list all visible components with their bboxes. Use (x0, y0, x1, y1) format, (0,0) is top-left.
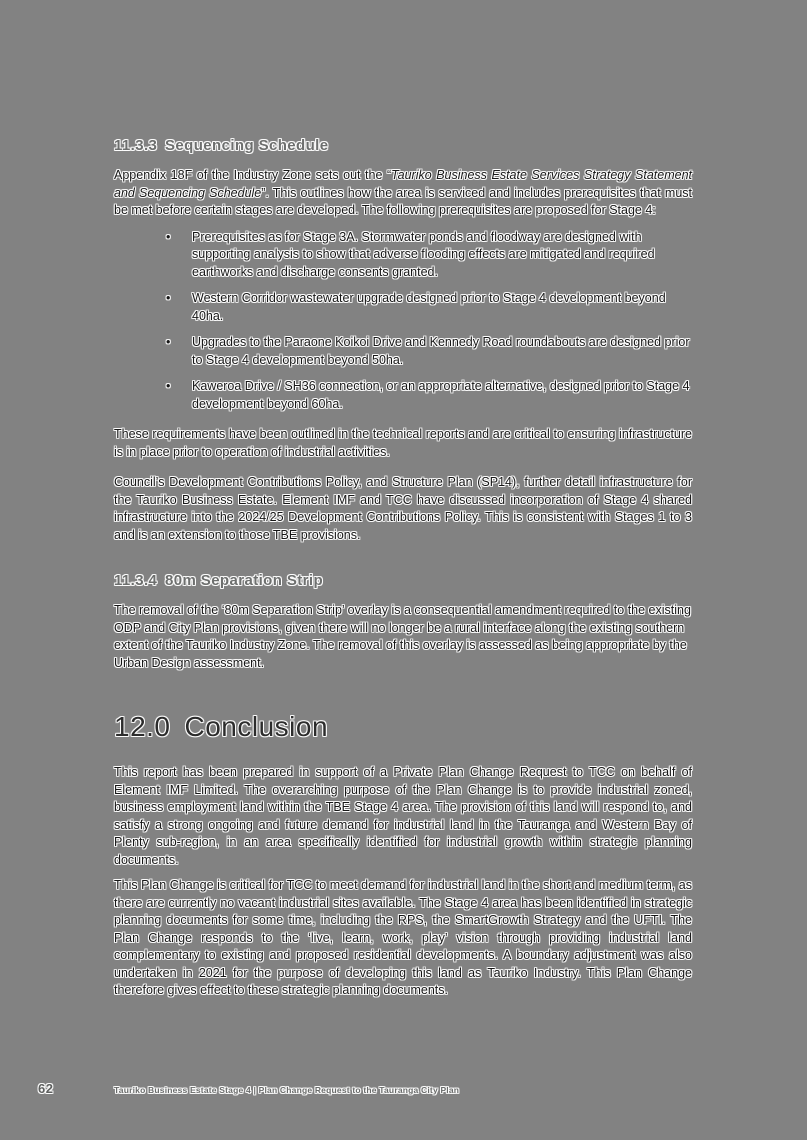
bullet-text: Western Corridor wastewater upgrade designed prior to Stage 4 development beyond 40ha. (192, 291, 666, 323)
list-item (114, 334, 692, 369)
list-item (114, 290, 692, 325)
section-heading-11-3-4 (114, 572, 692, 589)
page-content (114, 137, 692, 1000)
paragraph-separation-strip: The removal of the ‘80m Separation Strip’ overlay is a consequential amendment required to the existing ODP and City Plan provisions, given there will no longer be a rural interface along the existing southern extent of the Tauriko Industry Zone. The removal of this overlay is assessed as being appropriate by the Urban Design assessment. (114, 603, 691, 670)
section-number: 11.3.3 (114, 137, 158, 154)
section-number: 11.3.4 (114, 572, 158, 589)
intro-text-after-quote: ”. This outlines how the area is serviced and includes prerequisites that must be met before certain stages are developed. The following prerequisites are proposed for Stage 4: (114, 185, 692, 217)
paragraph-conclusion-1: This report has been prepared in support of a Private Plan Change Request to TCC on behalf of Element IMF Limited. The overarching purpose of the Plan Change is to provide industrial zoned, business employment land within the TBE Stage 4 area. The provision of this land will respond to, and satisfy a strong ongoing and future demand for industrial land in the Tauranga and Western Bay of Plenty sub-region, in an area specifically identified for industrial growth within strategic planning documents. (114, 765, 692, 867)
prerequisites-bullet-list (114, 229, 692, 414)
paragraph-conclusion-2: This Plan Change is critical for TCC to meet demand for industrial land in the short and medium term, as there are currently no vacant industrial sites available. The Stage 4 area has been identified in strategic planning documents for some time, including the RPS, the SmartGrowth Strategy and the UFTI. The Plan Change responds to the ‘live, learn, work, play’ vision through providing industrial land complementary to existing and proposed residential developments. A boundary adjustment was also undertaken in 2021 for the purpose of developing this land as Tauriko Industry. This Plan Change therefore gives effect to these strategic planning documents. (114, 878, 692, 997)
page-number: 62 (38, 1081, 54, 1096)
section-title: Conclusion (184, 711, 329, 742)
footer-title: Tauriko Business Estate Stage 4 | Plan Change Request to the Tauranga City Plan (114, 1085, 460, 1095)
paragraph-council-policy: Council’s Development Contributions Policy, and Structure Plan (SP14), further detail infrastructure for the Tauriko Business Estate. Element IMF and TCC have discussed incorporation of Stage 4 shared infrastructure into the 2024/25 Development Contributions Policy. This is consistent with Stages 1 to 3 and is an extension to those TBE provisions. (114, 475, 692, 542)
bullet-text: Prerequisites as for Stage 3A. Stormwater ponds and floodway are designed with supporting analysis to show that adverse flooding effects are mitigated and required earthworks and discharge consents granted. (192, 229, 655, 279)
paragraph-requirements: These requirements have been outlined in the technical reports and are critical to ensuring infrastructure is in place prior to operation of industrial activities. (114, 427, 692, 459)
bullet-text: Kaweroa Drive / SH36 connection, or an appropriate alternative, designed prior to Stage 4 development beyond 60ha. (192, 379, 690, 411)
list-item (114, 378, 692, 413)
section-number: 12.0 (114, 711, 171, 742)
bullet-icon: • (166, 335, 171, 349)
bullet-icon: • (166, 229, 171, 244)
conclusion-heading (114, 711, 692, 742)
section-heading-11-3-3 (114, 137, 692, 154)
bullet-icon: • (166, 291, 171, 305)
intro-text-before-quote: Appendix 18F of the Industry Zone sets out the “ (114, 168, 392, 182)
bullet-icon: • (166, 379, 171, 393)
bullet-text: Upgrades to the Paraone Koikoi Drive and Kennedy Road roundabouts are designed prior to Stage 4 development beyond 50ha. (192, 335, 690, 367)
intro-quote-italic: Tauriko Business Estate Services Strategy Statement and Sequencing Schedule (114, 168, 692, 200)
paragraph-sequencing-intro (114, 167, 692, 220)
list-item (114, 229, 692, 282)
section-title: Sequencing Schedule (165, 137, 329, 154)
section-title: 80m Separation Strip (165, 572, 324, 589)
